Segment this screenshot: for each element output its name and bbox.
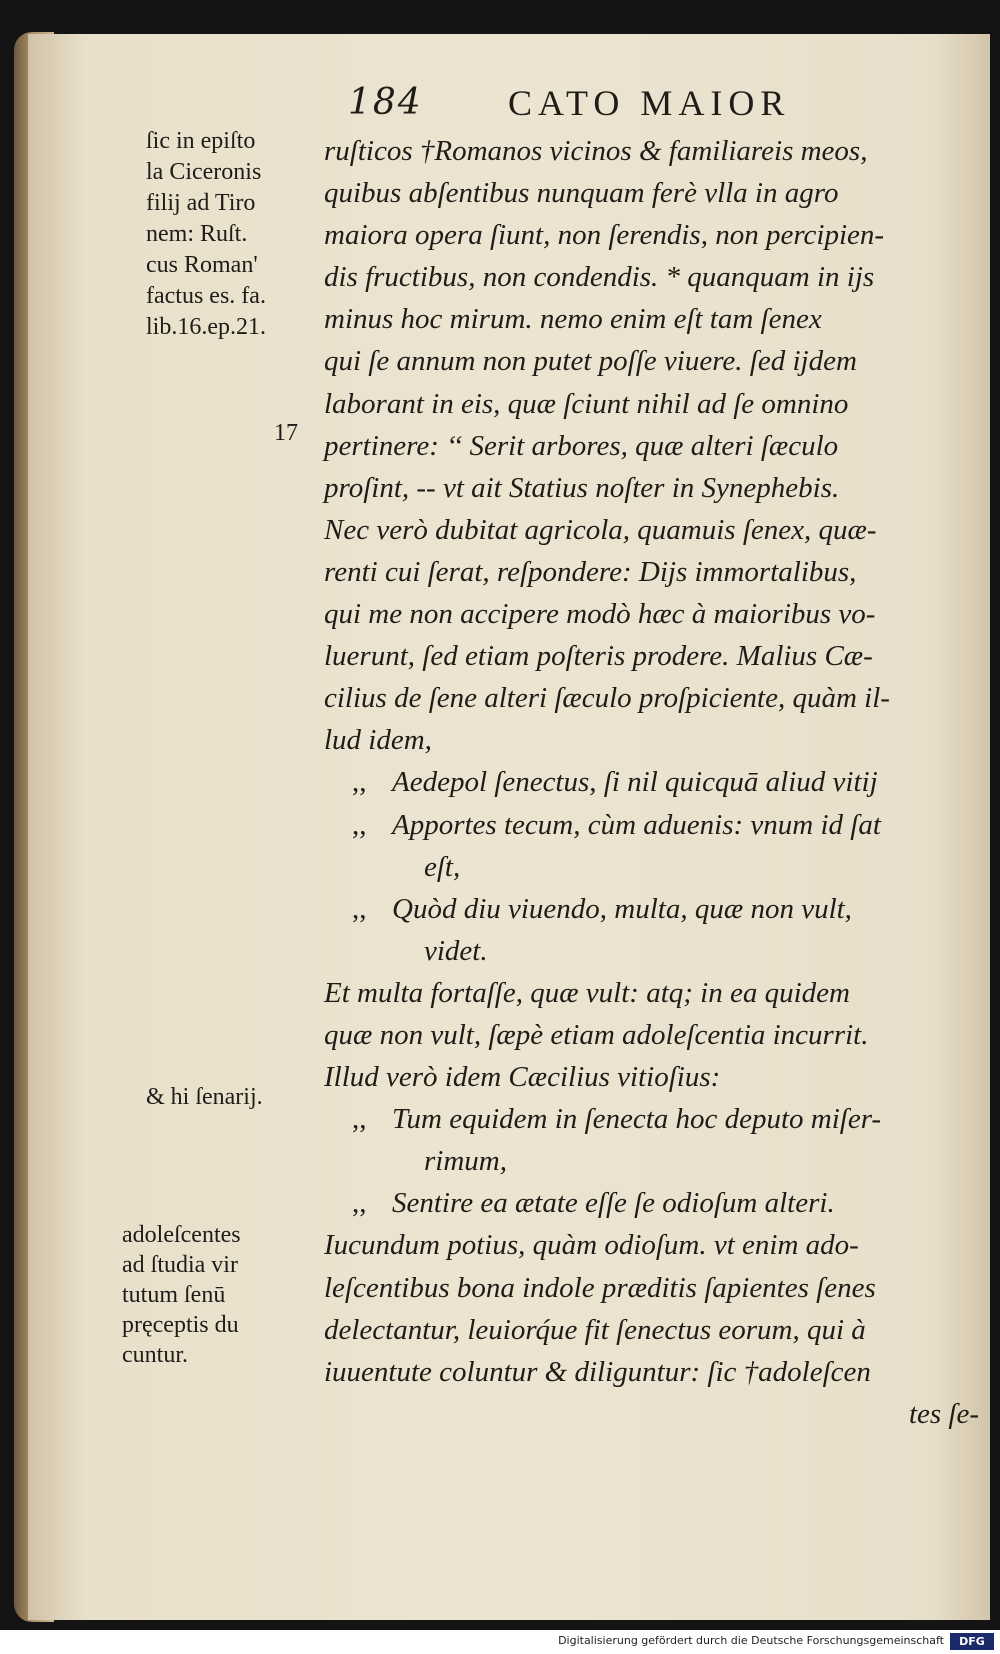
verse-text: Quòd diu viuendo, multa, quæ non vult, [392, 892, 852, 925]
verse-text: Apportes tecum, cùm aduenis: vnum id ſat [392, 808, 881, 841]
marginal-line: cuntur. [122, 1342, 188, 1368]
text-line: ruſticos †Romanos vicinos & familiareis meos, [324, 135, 868, 167]
marginal-line: filij ad Tiro [146, 190, 256, 216]
marginal-line: ſic in epiſto [146, 128, 256, 154]
text-line: qui me non accipere modò hæc à maioribus vo- [324, 598, 876, 631]
marginal-line: nem: Ruſt. [146, 221, 248, 247]
marginal-line: factus es. fa. [146, 283, 266, 309]
verse-continuation: rimum, [424, 1145, 507, 1178]
verse-mark: ,, [352, 808, 367, 841]
marginal-line: & hi ſenarij. [146, 1084, 263, 1110]
marginal-line: tutum ſenū [122, 1282, 226, 1308]
marginal-line: cus Roman' [146, 252, 258, 278]
text-line: luerunt, ſed etiam poſteris prodere. Malius Cæ- [324, 640, 873, 673]
text-line: dis fructibus, non condendis. * quanquam in ijs [324, 261, 875, 294]
text-line: delectantur, leuiorq́ue fit ſenectus eorum, qui à [324, 1313, 866, 1346]
verse-continuation: videt. [424, 934, 488, 967]
verse-line [324, 888, 979, 930]
verse-line [324, 1182, 979, 1224]
marginal-line: lib.16.ep.21. [146, 314, 266, 340]
text-line: renti cui ſerat, reſpondere: Dijs immortalibus, [324, 555, 857, 588]
text-line: laborant in eis, quæ ſciunt nihil ad ſe omnino [324, 387, 849, 420]
text-line: Nec verò dubitat agricola, quamuis ſenex, quæ- [324, 513, 877, 546]
verse-mark: ,, [352, 892, 367, 925]
text-line: maiora opera ſiunt, non ſerendis, non percipien- [324, 219, 885, 252]
page-number: 184 [348, 82, 423, 123]
text-line: proſint, -- vt ait Statius noſter in Synephebis. [324, 471, 840, 504]
verse-line [324, 1098, 979, 1140]
text-line: lud idem, [324, 724, 432, 757]
verse-mark: ,, [352, 766, 367, 799]
footer-bar [0, 1630, 1000, 1654]
marginal-line: ad ſtudia vir [122, 1252, 238, 1278]
main-text [324, 130, 979, 1435]
verse-line [324, 761, 979, 803]
verse-mark: ,, [352, 1187, 367, 1220]
marginal-line: adoleſcentes [122, 1222, 241, 1248]
marginal-line: pręceptis du [122, 1312, 239, 1338]
verse-text: Aedepol ſenectus, ſi nil quicquā aliud vitij [392, 766, 878, 799]
line-number: 17 [274, 420, 298, 446]
text-line: leſcentibus bona indole præditis ſapientes ſenes [324, 1271, 876, 1304]
marginal-note-1 [146, 126, 266, 343]
text-line: Illud verò idem Cæcilius vitioſius: [324, 1061, 721, 1094]
text-line: minus hoc mirum. nemo enim eſt tam ſenex [324, 303, 822, 336]
marginal-note-3 [122, 1220, 241, 1370]
text-line: Et multa fortaſſe, quæ vult: atq; in ea quidem [324, 976, 850, 1009]
text-line: iuuentute coluntur & diliguntur: ſic †adoleſcen [324, 1355, 871, 1388]
marginal-line: la Ciceronis [146, 159, 262, 185]
text-line: Iucundum potius, quàm odioſum. vt enim ado- [324, 1229, 859, 1262]
dfg-logo-icon: DFG [950, 1633, 994, 1650]
verse-text: Tum equidem in ſenecta hoc deputo miſer- [392, 1103, 882, 1136]
marginal-note-2 [146, 1082, 263, 1113]
funding-credit: Digitalisierung gefördert durch die Deutsche Forschungsgemeinschaft [558, 1634, 944, 1647]
page-header [28, 82, 990, 132]
running-head: CATO MAIOR [508, 83, 791, 123]
verse-text: Sentire ea ætate eſſe ſe odioſum alteri. [392, 1187, 835, 1220]
text-line: cilius de ſene alteri ſæculo proſpiciente, quàm il- [324, 682, 890, 715]
book-page [28, 34, 990, 1620]
verse-line [324, 804, 979, 846]
text-line: quibus abſentibus nunquam ferè vlla in agro [324, 177, 839, 210]
verse-continuation: eſt, [424, 850, 461, 883]
catchword: tes ſe- [908, 1397, 979, 1430]
verse-mark: ,, [352, 1103, 367, 1136]
text-line: qui ſe annum non putet poſſe viuere. ſed ijdem [324, 345, 857, 378]
text-line: pertinere: ‘‘ Serit arbores, quæ alteri ſæculo [324, 429, 839, 462]
text-line: quæ non vult, ſæpè etiam adoleſcentia incurrit. [324, 1018, 869, 1051]
